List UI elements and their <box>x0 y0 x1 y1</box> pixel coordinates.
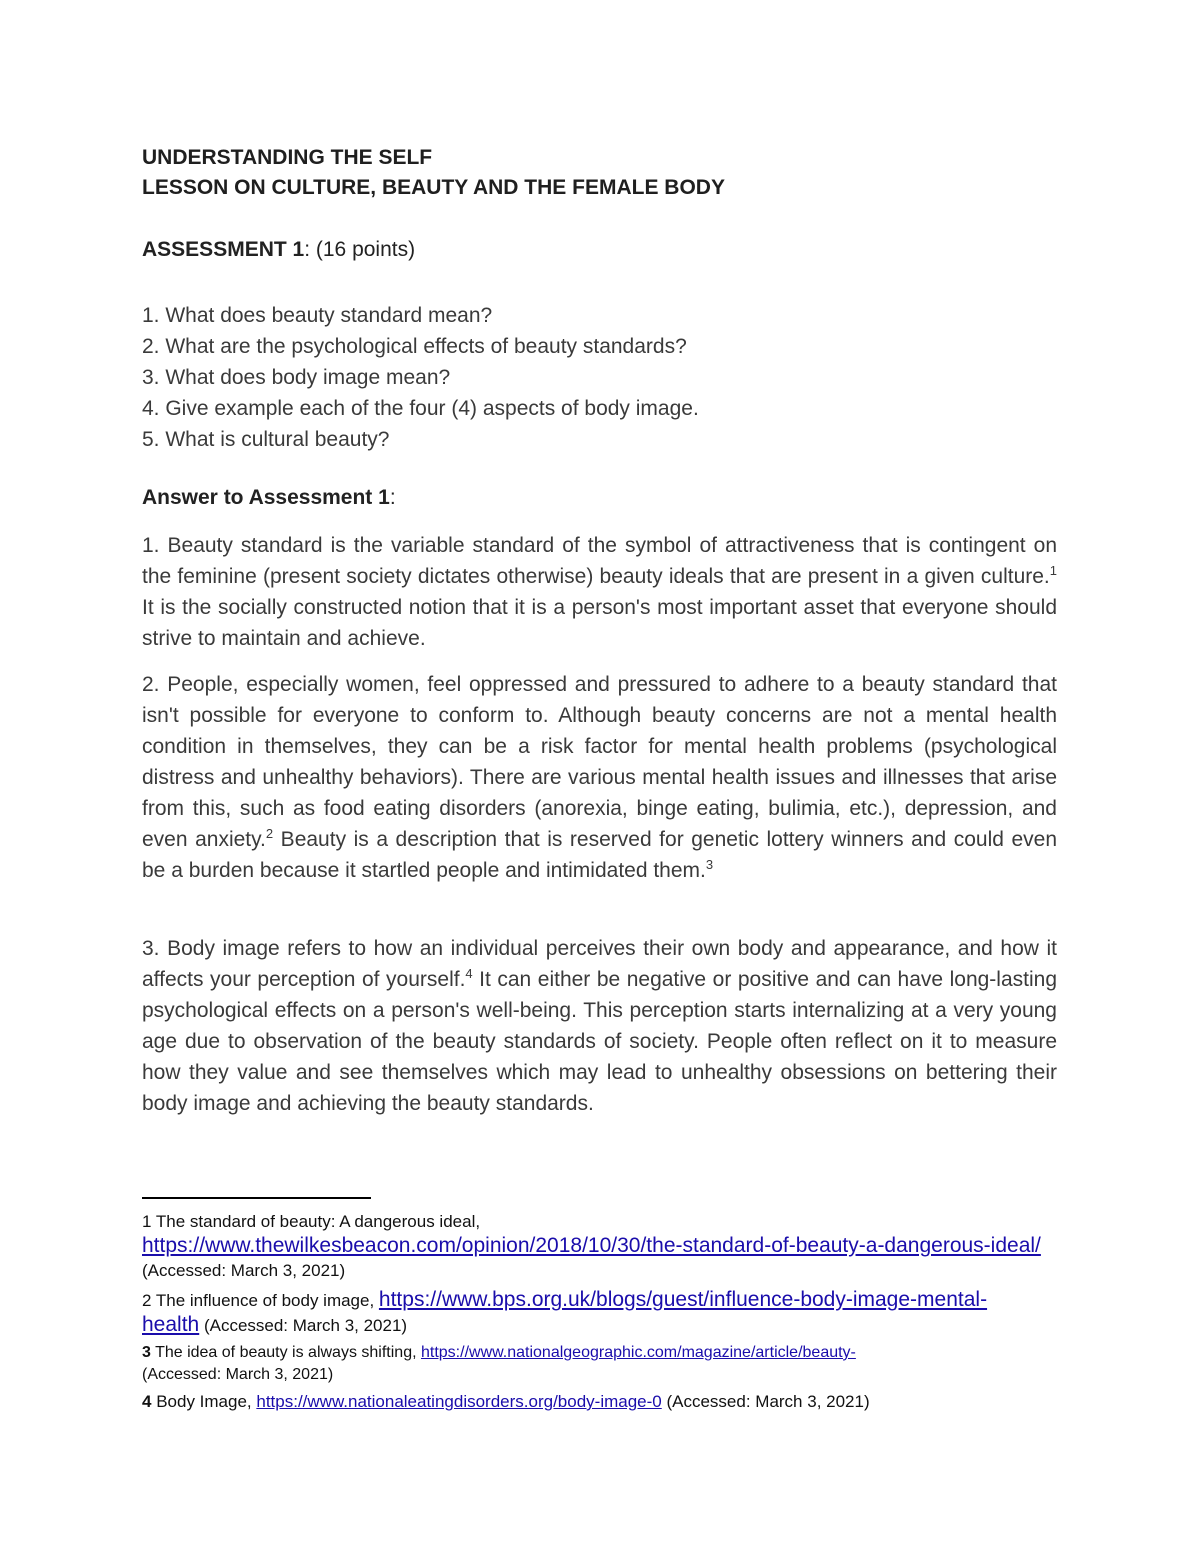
footnote-ref[interactable]: 3 <box>705 857 714 872</box>
footnote-text: The influence of body image, <box>151 1291 379 1310</box>
answer-paragraph-2 <box>142 669 1057 886</box>
footnote-number: 3 <box>142 1344 151 1361</box>
footnote-accessed: (Accessed: March 3, 2021) <box>199 1316 408 1335</box>
footnote-accessed: (Accessed: March 3, 2021) <box>142 1261 346 1280</box>
question-item: 3. What does body image mean? <box>142 366 451 389</box>
assessment-label: ASSESSMENT 1 <box>142 238 305 261</box>
answer-paragraph-1 <box>142 530 1057 654</box>
footnote-number: 2 <box>142 1291 152 1310</box>
footnote-link[interactable]: https://www.thewilkesbeacon.com/opinion/2018/10/30/the-standard-of-beauty-a-dangerous-ideal/ <box>142 1234 1041 1257</box>
answer-heading-label: Answer to Assessment 1 <box>142 486 390 509</box>
lesson-title: LESSON ON CULTURE, BEAUTY AND THE FEMALE BODY <box>142 176 725 199</box>
question-item: 4. Give example each of the four (4) aspects of body image. <box>142 397 699 420</box>
answer-heading <box>142 486 396 510</box>
answer-text: It is the socially constructed notion that it is a person's most important asset that everyone should strive to maintain and achieve. <box>142 596 1057 650</box>
question-item: 5. What is cultural beauty? <box>142 428 390 451</box>
footnote-text: The idea of beauty is always shifting, <box>150 1344 421 1361</box>
footnote-separator <box>142 1197 371 1199</box>
assessment-heading <box>142 238 415 262</box>
answer-text: It can either be negative or positive and can have long-lasting psychological effects on a person's well-being. This perception starts internalizing at a very young age due to observation of the beauty standards of society. People often reflect on it to measure how they value and see themselves which may lead to unhealthy obsessions on bettering their body image and achieving the beauty standards. <box>142 968 1057 1115</box>
answer-text: 1. Beauty standard is the variable standard of the symbol of attractiveness that is contingent on the feminine (present society dictates otherwise) beauty ideals that are present in a given culture. <box>142 534 1057 588</box>
footnote-number: 1 <box>142 1212 152 1231</box>
assessment-points: : (16 points) <box>304 238 416 261</box>
footnote-ref[interactable]: 2 <box>265 826 274 841</box>
footnote-accessed: (Accessed: March 3, 2021) <box>142 1366 334 1383</box>
footnote-number: 4 <box>142 1392 152 1411</box>
footnote-1 <box>142 1210 1042 1283</box>
footnote-text: The standard of beauty: A dangerous ideal, <box>151 1212 481 1231</box>
document-title: UNDERSTANDING THE SELF <box>142 146 433 169</box>
footnote-4 <box>142 1390 1042 1414</box>
footnote-ref[interactable]: 1 <box>1049 563 1057 578</box>
question-list <box>142 300 699 455</box>
question-item: 1. What does beauty standard mean? <box>142 304 493 327</box>
footnote-2 <box>142 1288 1042 1338</box>
answer-heading-colon: : <box>389 486 396 509</box>
footnote-ref[interactable]: 4 <box>465 966 473 981</box>
answer-text: 2. People, especially women, feel oppressed and pressured to adhere to a beauty standard that isn't possible for everyone to conform to. Although beauty concerns are not a mental health condition in themselves, they can be a risk factor for mental health problems (psychological distress and unhealthy behaviors). There are various mental health issues and illnesses that arise from this, such as food eating disorders (anorexia, binge eating, bulimia, etc.), depression, and even anxiety. <box>142 673 1057 851</box>
answer-paragraph-3 <box>142 933 1057 1119</box>
footnote-3 <box>142 1342 1042 1386</box>
question-item: 2. What are the psychological effects of beauty standards? <box>142 335 687 358</box>
footnote-link[interactable]: https://www.nationalgeographic.com/magazine/article/beauty- <box>420 1344 856 1361</box>
answer-text: Beauty is a description that is reserved for genetic lottery winners and could even be a burden because it startled people and intimidated them. <box>142 828 1057 882</box>
footnote-link[interactable]: https://www.bps.org.uk/blogs/guest/influence-body-image-mental-health <box>142 1288 988 1336</box>
footnote-accessed: (Accessed: March 3, 2021) <box>661 1392 870 1411</box>
footnote-text: Body Image, <box>151 1392 257 1411</box>
footnote-link[interactable]: https://www.nationaleatingdisorders.org/body-image-0 <box>256 1392 662 1411</box>
answer-text: 3. Body image refers to how an individual perceives their own body and appearance, and how it affects your perception of yourself. <box>142 937 1057 991</box>
